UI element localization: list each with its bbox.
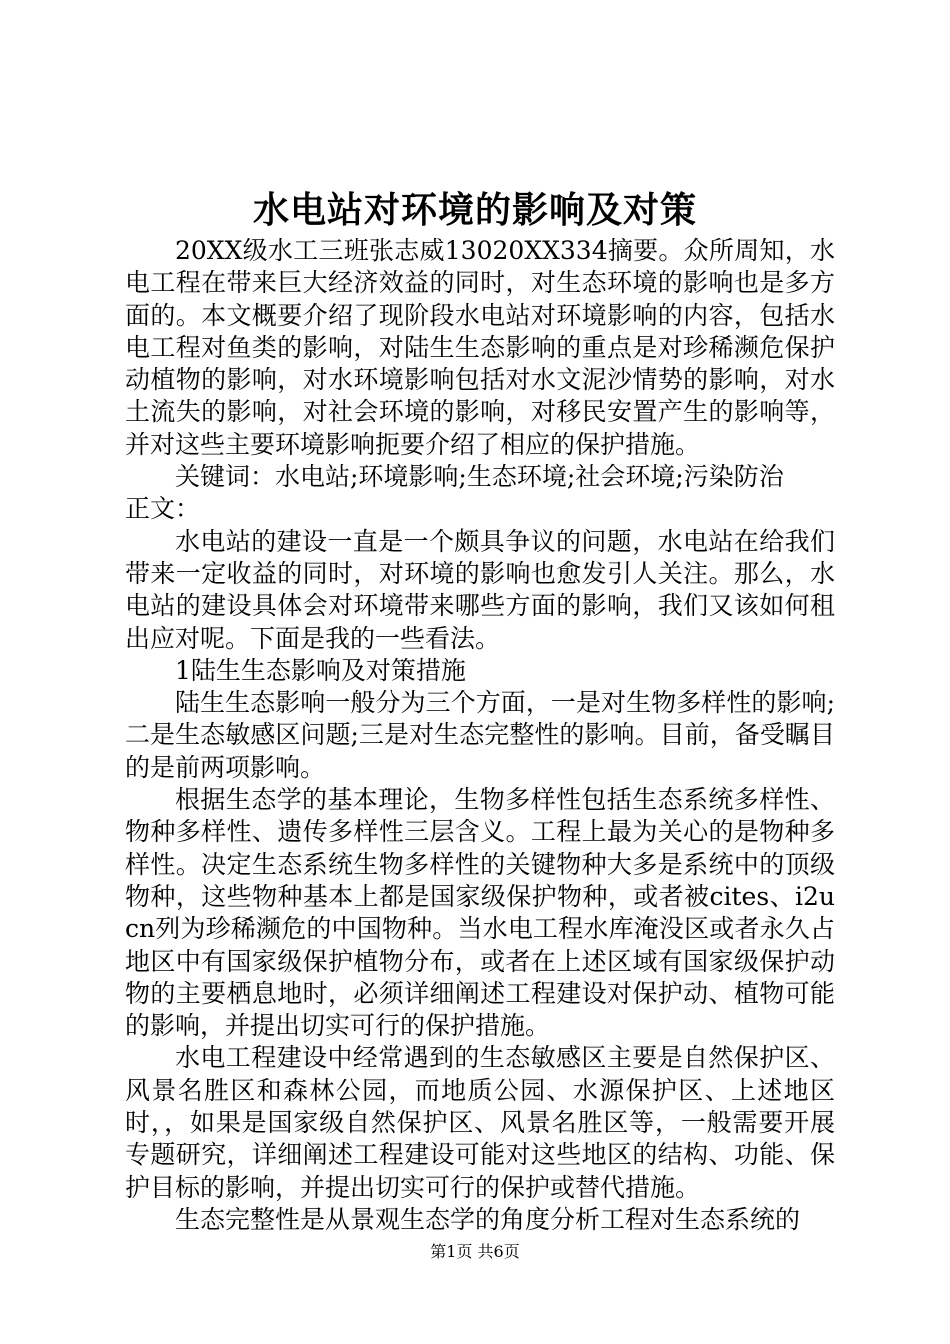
body-paragraph: 生态完整性是从景观生态学的角度分析工程对生态系统的: [175, 1204, 801, 1234]
document-title: 水电站对环境的影响及对策: [252, 189, 697, 231]
keywords-paragraph: 关键词：水电站;环境影响;生态环境;社会环境;污染防治: [175, 462, 784, 492]
body-paragraph: 陆生生态影响一般分为三个方面，一是对生物多样性的影响;二是生态敏感区问题;三是对生态完整性的影响。目前，备受瞩目的是前两项影响。: [125, 688, 835, 782]
body-paragraph: 水电工程建设中经常遇到的生态敏感区主要是自然保护区、风景名胜区和森林公园，而地质公园、水源保护区、上述地区时，，如果是国家级自然保护区、风景名胜区等，一般需要开展专题研究，详细阐述工程建设可能对这些地区的结构、功能、保护目标的影响，并提出切实可行的保护或替代措施。: [125, 1043, 835, 1202]
abstract-paragraph: 20XX级水工三班张志威13020XX334摘要。众所周知，水电工程在带来巨大经济效益的同时，对生态环境的影响也是多方面的。本文概要介绍了现阶段水电站对环境影响的内容，包括水电工程对鱼类的影响，对陆生生态影响的重点是对珍稀濒危保护动植物的影响，对水环境影响包括对水文泥沙情势的影响，对水土流失的影响，对社会环境的影响，对移民安置产生的影响等，并对这些主要环境影响扼要介绍了相应的保护措施。: [125, 236, 835, 459]
document-body: [125, 235, 835, 1236]
intro-paragraph: 水电站的建设一直是一个颇具争议的问题，水电站在给我们带来一定收益的同时，对环境的影响也愈发引人关注。那么，水电站的建设具体会对环境带来哪些方面的影响，我们又该如何租出应对呢。下面是我的一些看法。: [125, 526, 835, 653]
body-paragraph: 根据生态学的基本理论，生物多样性包括生态系统多样性、物种多样性、遗传多样性三层含义。工程上最为关心的是物种多样性。决定生态系统生物多样性的关键物种大多是系统中的顶级物种，这些物种基本上都是国家级保护物种，或者被cites、i2ucn列为珍稀濒危的中国物种。当水电工程水库淹没区或者永久占地区中有国家级保护植物分布，或者在上述区域有国家级保护动物的主要栖息地时，必须详细阐述工程建设对保护动、植物可能的影响，并提出切实可行的保护措施。: [125, 785, 835, 1041]
main-text-heading: 正文：: [125, 494, 201, 524]
page-number-footer: 第1页 共6页: [430, 1242, 520, 1261]
section-heading: 1陆生生态影响及对策措施: [175, 655, 466, 685]
